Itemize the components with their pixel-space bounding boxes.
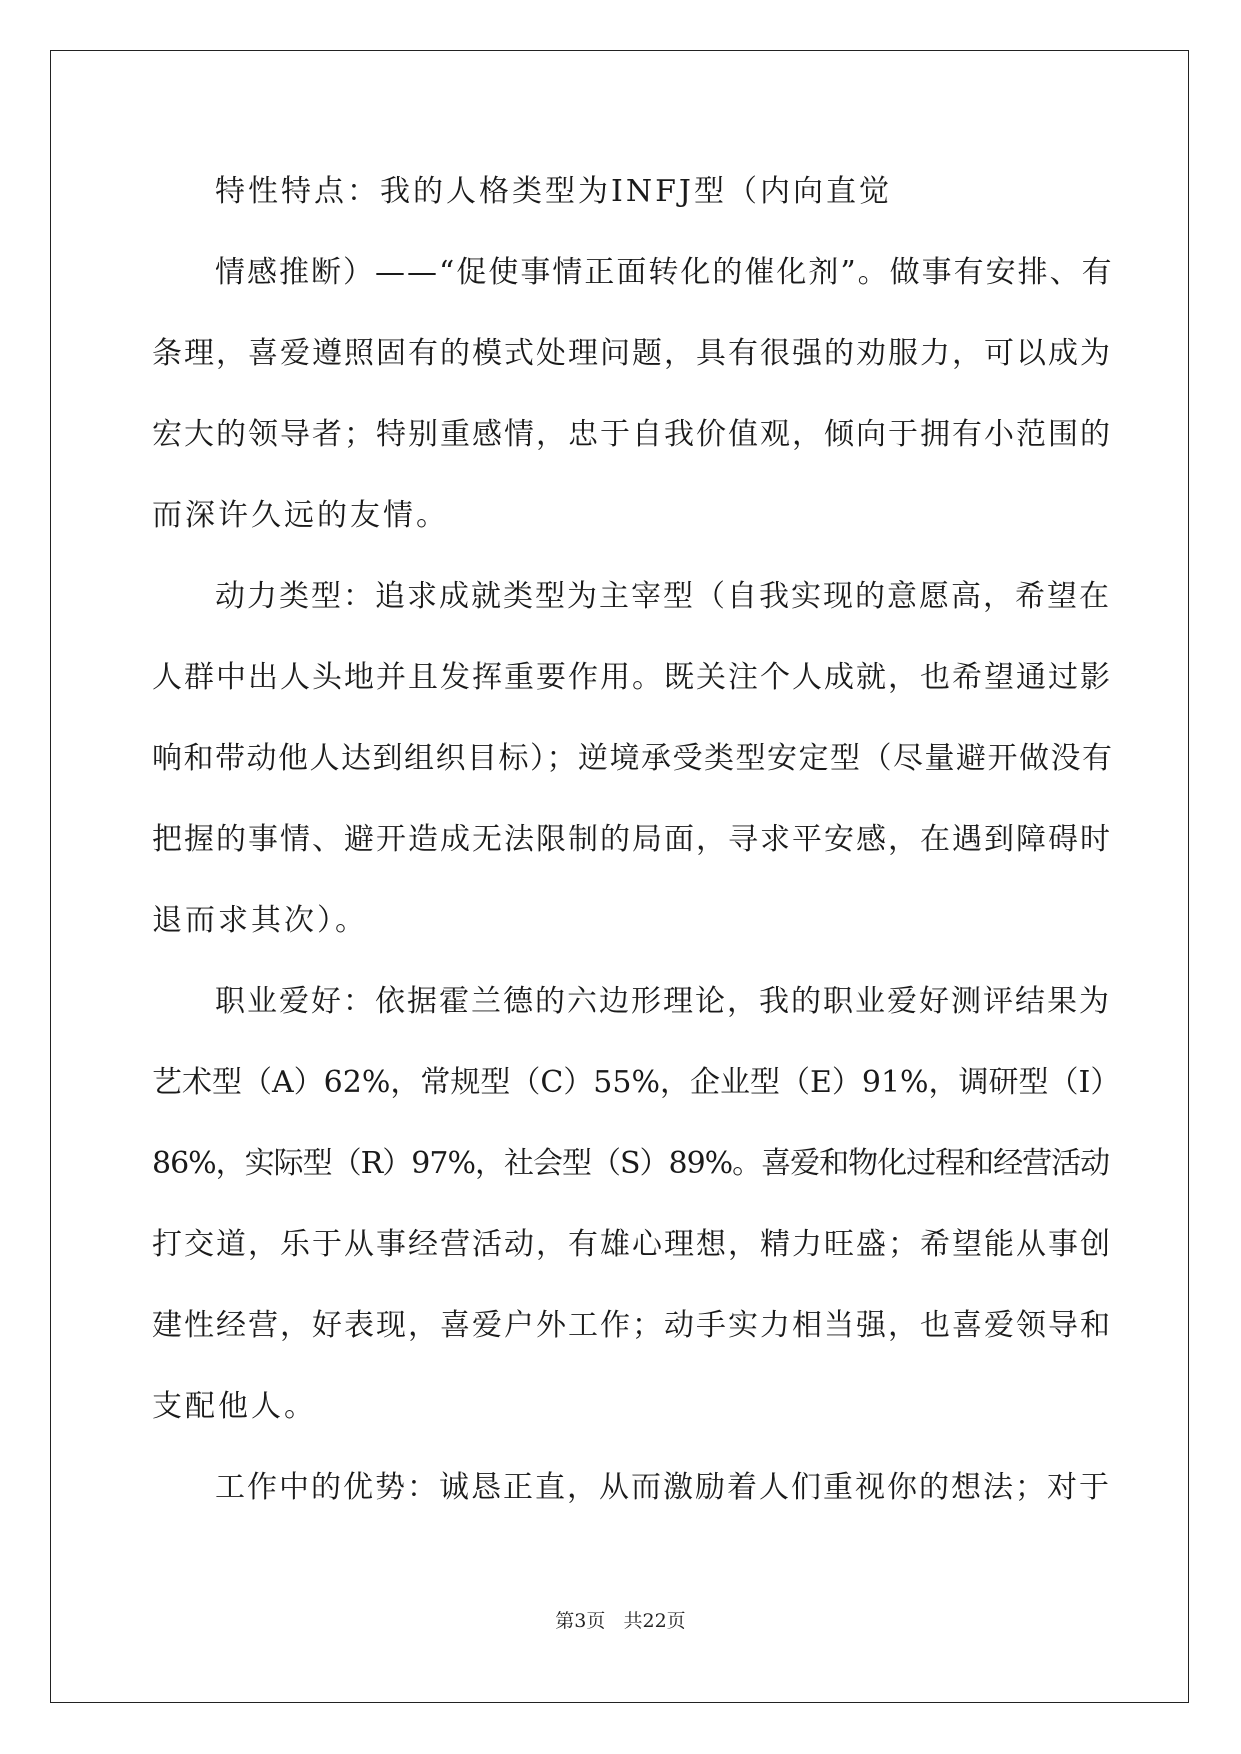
paragraph-line: 退而求其次）。	[152, 903, 368, 938]
page-number: 第3页 共22页	[555, 1610, 686, 1632]
paragraph-line: 人群中出人头地并且发挥重要作用。既关注个人成就，也希望通过影	[152, 660, 1112, 695]
paragraph-line: 而深许久远的友情。	[152, 498, 449, 533]
paragraph-line: 特性特点：我的人格类型为INFJ型（内向直觉	[215, 174, 892, 209]
paragraph-line: 动力类型：追求成就类型为主宰型（自我实现的意愿高，希望在	[215, 579, 1111, 614]
page-border	[50, 50, 1189, 1703]
paragraph-line: 条理，喜爱遵照固有的模式处理问题，具有很强的劝服力，可以成为	[152, 336, 1112, 371]
paragraph-line: 打交道，乐于从事经营活动，有雄心理想，精力旺盛；希望能从事创	[152, 1227, 1112, 1262]
paragraph-line: 宏大的领导者；特别重感情，忠于自我价值观，倾向于拥有小范围的	[152, 417, 1112, 452]
paragraph-line: 艺术型（A）62%，常规型（C）55%，企业型（E）91%，调研型（I）	[152, 1065, 1121, 1100]
paragraph-line: 响和带动他人达到组织目标）；逆境承受类型安定型（尽量避开做没有	[152, 741, 1114, 776]
paragraph-line: 86%，实际型（R）97%，社会型（S）89%。喜爱和物化过程和经营活动	[152, 1146, 1110, 1181]
paragraph-line: 建性经营，好表现，喜爱户外工作；动手实力相当强，也喜爱领导和	[152, 1308, 1112, 1343]
paragraph-line: 把握的事情、避开造成无法限制的局面，寻求平安感，在遇到障碍时	[152, 822, 1112, 857]
paragraph-line: 支配他人。	[152, 1389, 317, 1424]
page-footer	[0, 1609, 1241, 1633]
paragraph-line: 工作中的优势：诚恳正直，从而激励着人们重视你的想法；对于	[215, 1470, 1111, 1505]
paragraph-line: 情感推断）——“促使事情正面转化的催化剂”。做事有安排、有	[215, 255, 1114, 290]
paragraph-line: 职业爱好：依据霍兰德的六边形理论，我的职业爱好测评结果为	[215, 984, 1111, 1019]
